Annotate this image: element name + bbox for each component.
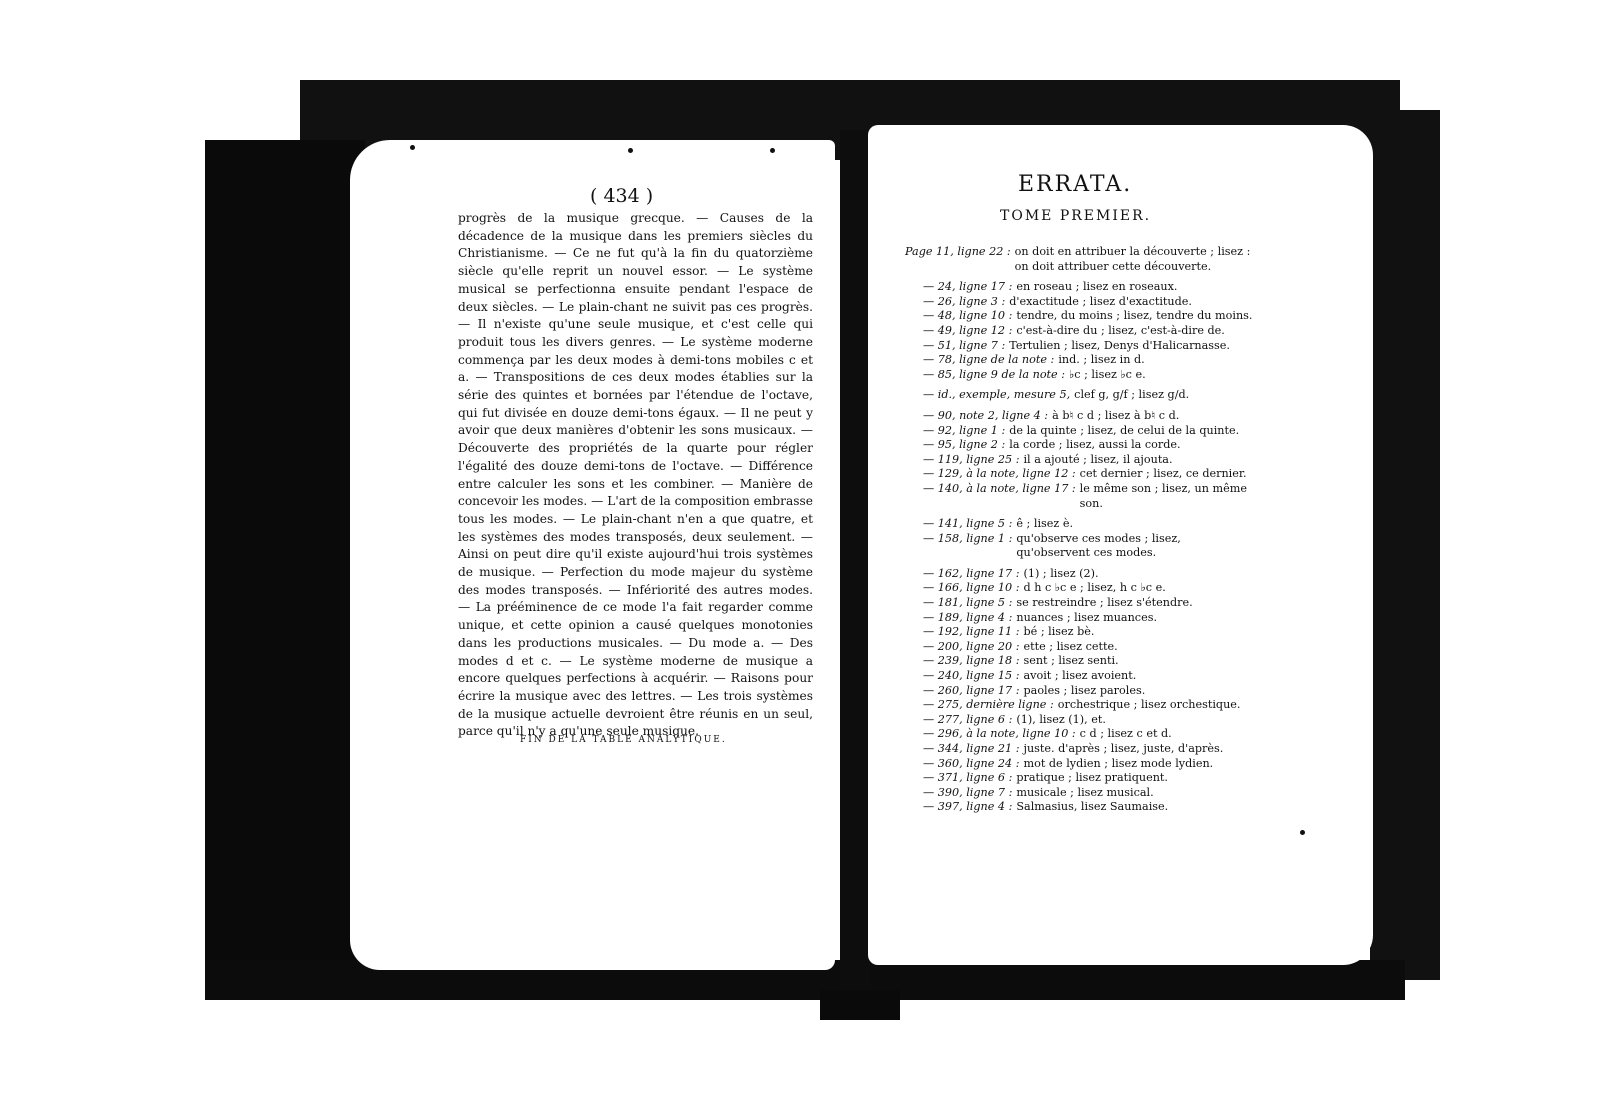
errata-entry: [905, 532, 1255, 561]
errata-correction: Salmasius, lisez Saumaise.: [1016, 800, 1169, 814]
errata-entry: [905, 482, 1255, 511]
errata-entry: [905, 625, 1255, 640]
errata-reference: — 240, ligne 15 :: [923, 669, 1020, 683]
errata-correction: avoit ; lisez avoient.: [1023, 669, 1137, 683]
errata-correction: ♭c ; lisez ♭c e.: [1069, 367, 1146, 381]
errata-entry: [905, 368, 1255, 383]
speck: [628, 148, 633, 153]
errata-entry: [905, 786, 1255, 801]
errata-reference: — 260, ligne 17 :: [923, 683, 1020, 697]
errata-entry: [905, 698, 1255, 713]
errata-reference: — 360, ligne 24 :: [923, 756, 1020, 770]
page-number: ( 434 ): [590, 185, 654, 207]
errata-reference: — 90, note 2, ligne 4 :: [923, 408, 1049, 422]
errata-entry: [905, 757, 1255, 772]
errata-reference: — 277, ligne 6 :: [923, 712, 1013, 726]
speck: [770, 148, 775, 153]
errata-title: ERRATA.: [1018, 172, 1133, 197]
errata-correction: à b♮ c d ; lisez à b♮ c d.: [1052, 408, 1180, 422]
errata-correction: Tertulien ; lisez, Denys d'Halicarnasse.: [1009, 338, 1230, 352]
errata-entry: [905, 800, 1255, 815]
errata-entry: [905, 467, 1255, 482]
errata-reference: — 181, ligne 5 :: [923, 596, 1013, 610]
errata-correction: juste. d'après ; lisez, juste, d'après.: [1023, 742, 1224, 755]
errata-correction: paoles ; lisez paroles.: [1023, 683, 1146, 697]
errata-correction: (1) ; lisez (2).: [1023, 566, 1099, 580]
errata-correction: musicale ; lisez musical.: [1016, 785, 1154, 799]
errata-entry: [905, 280, 1255, 295]
errata-correction: cet dernier ; lisez, ce dernier.: [1079, 467, 1247, 481]
book-spine: [840, 130, 870, 1010]
errata-reference: — 239, ligne 18 :: [923, 654, 1020, 668]
speck: [410, 145, 415, 150]
errata-entry: [905, 245, 1255, 274]
errata-entry: [905, 684, 1255, 699]
speck: [1300, 830, 1305, 835]
errata-correction: en roseau ; lisez en roseaux.: [1016, 280, 1178, 294]
errata-correction: tendre, du moins ; lisez, tendre du moins.: [1016, 309, 1253, 323]
errata-entry: [905, 771, 1255, 786]
errata-entry: [905, 438, 1255, 453]
errata-reference: — 78, ligne de la note :: [923, 353, 1055, 367]
errata-correction: ette ; lisez cette.: [1023, 639, 1118, 653]
errata-correction: de la quinte ; lisez, de celui de la quinte.: [1009, 423, 1240, 437]
errata-entry: [905, 309, 1255, 324]
errata-reference: — 200, ligne 20 :: [923, 639, 1020, 653]
errata-correction: c d ; lisez c et d.: [1079, 727, 1172, 741]
errata-reference: — 129, à la note, ligne 12 :: [923, 467, 1076, 481]
errata-reference: — 390, ligne 7 :: [923, 785, 1013, 799]
errata-entry: [905, 611, 1255, 626]
errata-reference: — 275, dernière ligne :: [923, 698, 1054, 712]
errata-correction: la corde ; lisez, aussi la corde.: [1009, 438, 1181, 452]
errata-correction: bé ; lisez bè.: [1023, 625, 1095, 639]
errata-correction: (1), lisez (1), et.: [1016, 712, 1106, 726]
errata-entry: [905, 295, 1255, 310]
errata-reference: — 162, ligne 17 :: [923, 566, 1020, 580]
errata-reference: — 95, ligne 2 :: [923, 438, 1006, 452]
errata-reference: — 119, ligne 25 :: [923, 452, 1020, 466]
errata-entry: [905, 654, 1255, 669]
errata-correction: se restreindre ; lisez s'étendre.: [1016, 596, 1193, 610]
errata-reference: — 49, ligne 12 :: [923, 323, 1013, 337]
errata-correction: sent ; lisez senti.: [1023, 654, 1119, 668]
errata-entry: [905, 324, 1255, 339]
analytic-table-text: [458, 210, 813, 741]
errata-entry: [905, 424, 1255, 439]
errata-correction: d'exactitude ; lisez d'exactitude.: [1009, 294, 1192, 308]
errata-reference: — id., exemple, mesure 5,: [923, 388, 1071, 402]
errata-reference: — 166, ligne 10 :: [923, 581, 1020, 595]
errata-correction: mot de lydien ; lisez mode lydien.: [1023, 756, 1214, 770]
errata-reference: — 371, ligne 6 :: [923, 771, 1013, 785]
errata-entry: [905, 567, 1255, 582]
errata-correction: pratique ; lisez pratiquent.: [1016, 771, 1168, 785]
errata-reference: — 26, ligne 3 :: [923, 294, 1006, 308]
errata-reference: — 92, ligne 1 :: [923, 423, 1006, 437]
errata-reference: — 141, ligne 5 :: [923, 517, 1013, 531]
errata-entry: [905, 713, 1255, 728]
errata-reference: — 158, ligne 1 :: [923, 531, 1013, 545]
errata-entry: [905, 581, 1255, 596]
scan-shadow-left: [205, 140, 365, 990]
end-of-table-caption: FIN DE LA TABLE ANALYTIQUE.: [520, 735, 727, 745]
errata-list: [905, 245, 1255, 815]
errata-correction: qu'observe ces modes ; lisez, qu'observent ces modes.: [1016, 531, 1181, 560]
errata-correction: orchestrique ; lisez orchestique.: [1057, 698, 1241, 712]
errata-reference: — 397, ligne 4 :: [923, 800, 1013, 814]
errata-entry: [905, 669, 1255, 684]
body-paragraph: progrès de la musique grecque. — Causes de la décadence de la musique dans les premiers siècles du Christianisme. — Ce ne fut qu'à la fin du quatorzième siècle qu'elle reprit un nouvel essor. — Le système musical se perfectionna ensuite pendant l'espace de deux siècles. — Le plain-chant ne suivit pas ces progrès. — Il n'existe qu'une seule musique, et c'est celle qui produit tous les divers genres. — Le système moderne commença par les deux modes à demi-tons mobiles c et a. — Transpositions de ces deux modes établies sur la série des quintes et bornées par l'étendue de l'octave, qui fut divisée en douze demi-tons égaux. — Il ne peut y avoir que deux manières d'obtenir les sons musicaux. — Découverte des propriétés de la quarte pour régler l'égalité des douze demi-tons de l'octave. — Différence entre calculer les sons et les combiner. — Manière de concevoir les modes. — L'art de la composition embrasse tous les modes. — Le plain-chant n'en a que quatre, et les systèmes des modes transposés, deux seulement. — Ainsi on peut dire qu'il existe aujourd'hui trois systèmes de musique. — Perfection du mode majeur du système des modes transposés. — Infériorité des autres modes. — La prééminence de ce mode l'a fait regarder comme unique, et cette opinion a causé quelques monotonies dans les productions musicales. — Du mode a. — Des modes d et c. — Le système moderne de musique a encore quelques perfections à acquérir. — Raisons pour écrire la musique avec des lettres. — Les trois systèmes de la musique actuelle devroient être réunis en un seul, parce qu'il n'y a qu'une seule musique.: [458, 211, 813, 739]
errata-reference: — 85, ligne 9 de la note :: [923, 367, 1065, 381]
errata-entry: [905, 640, 1255, 655]
errata-reference: — 48, ligne 10 :: [923, 309, 1013, 323]
errata-reference: — 51, ligne 7 :: [923, 338, 1006, 352]
errata-reference: — 296, à la note, ligne 10 :: [923, 727, 1076, 741]
spine-foot: [820, 990, 900, 1020]
errata-entry: [905, 742, 1255, 757]
errata-entry: [905, 339, 1255, 354]
errata-entry: [905, 409, 1255, 424]
errata-correction: le même son ; lisez, un même son.: [1079, 481, 1247, 510]
errata-correction: ind. ; lisez in d.: [1058, 353, 1145, 367]
errata-correction: clef g, g/f ; lisez g/d.: [1074, 388, 1190, 402]
errata-reference: — 344, ligne 21 :: [923, 742, 1020, 755]
volume-heading: TOME PREMIER.: [1000, 208, 1152, 224]
errata-entry: [905, 596, 1255, 611]
scan-shadow-right: [1370, 110, 1440, 980]
errata-reference: — 140, à la note, ligne 17 :: [923, 481, 1076, 495]
errata-entry: [905, 727, 1255, 742]
errata-correction: d h c ♭c e ; lisez, h c ♭c e.: [1023, 581, 1166, 595]
errata-entry: [905, 353, 1255, 368]
errata-reference: Page 11, ligne 22 :: [905, 245, 1011, 258]
errata-correction: il a ajouté ; lisez, il ajouta.: [1023, 452, 1173, 466]
errata-entry: [905, 517, 1255, 532]
errata-reference: — 189, ligne 4 :: [923, 610, 1013, 624]
errata-entry: [905, 453, 1255, 468]
errata-reference: — 192, ligne 11 :: [923, 625, 1020, 639]
errata-correction: nuances ; lisez muances.: [1016, 610, 1157, 624]
errata-reference: — 24, ligne 17 :: [923, 280, 1013, 294]
errata-correction: on doit en attribuer la découverte ; lisez : on doit attribuer cette découverte.: [1014, 245, 1251, 273]
errata-correction: c'est-à-dire du ; lisez, c'est-à-dire de.: [1016, 323, 1225, 337]
errata-correction: ê ; lisez è.: [1016, 517, 1074, 531]
errata-entry: [905, 388, 1255, 403]
